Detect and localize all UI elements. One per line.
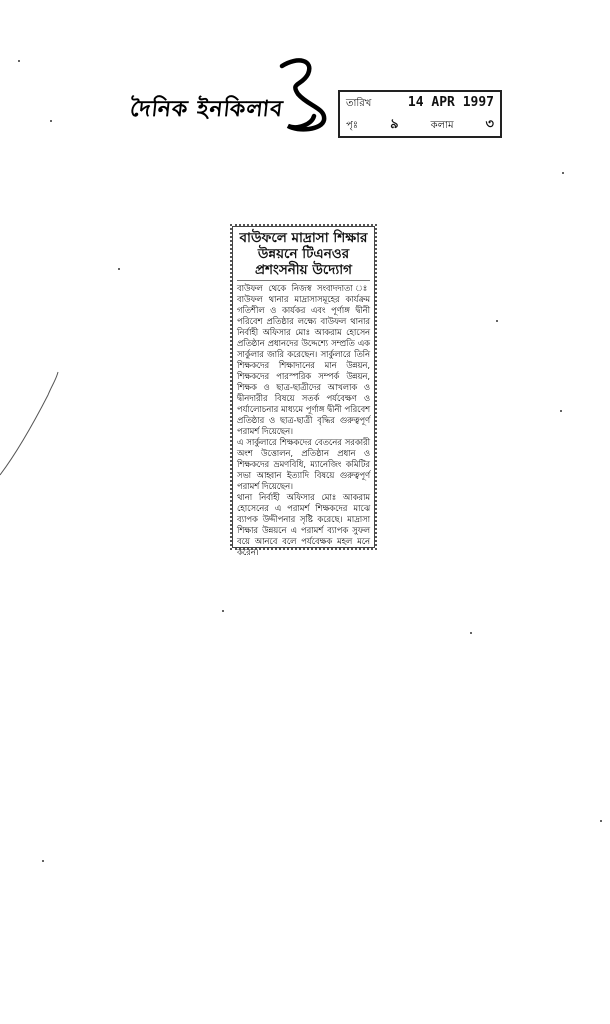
article-headline: বাউফলে মাদ্রাসা শিক্ষার উন্নয়নে টিএনওর প্রশংসনীয় উদ্যোগ: [237, 230, 370, 281]
scan-speck: [470, 632, 472, 634]
stamp-date-label: তারিখ: [346, 98, 372, 109]
article-paragraph: থানা নির্বাহী অফিসার মোঃ আকরাম হোসেনের এ পরামর্শ শিক্ষকদের মাঝে ব্যাপক উদ্দীপনার সৃষ্টি করেছে। মাদ্রাসা শিক্ষার উন্নয়নে এ পরামর্শ ব্যাপক সুফল বয়ে আনবে বলে পর্যবেক্ষক মহল মনে করেন।: [237, 492, 370, 557]
scan-speck: [600, 820, 602, 822]
page-crease-mark: [0, 0, 60, 500]
stamp-date-value: 14 APR 1997: [407, 95, 494, 110]
scan-speck: [496, 320, 498, 322]
newspaper-masthead: দৈনিক ইনকিলাব: [128, 97, 285, 122]
news-clipping: [232, 226, 375, 557]
scan-speck: [562, 172, 564, 174]
article-paragraph: এ সার্কুলারে শিক্ষকদের বেতনের সরকারী অংশ উত্তোলন, প্রতিষ্ঠান প্রধান ও শিক্ষকদের ভ্রমণবিধি, ম্যানেজিং কমিটির সভা আহ্বান ইত্যাদি বিষয়ে গুরুত্বপূর্ণ পরামর্শ দিয়েছেন।: [237, 437, 370, 491]
article-paragraph: বাউফল থেকে নিজস্ব সংবাদদাতা ঃ বাউফল থানার মাদ্রাসাসমূহের কার্যক্রম গতিশীল ও কার্যকর এবং পূর্ণাঙ্গ দ্বীনী পরিবেশ প্রতিষ্ঠার লক্ষ্যে বাউফল থানার নির্বাহী অফিসার মোঃ আকরাম হোসেন প্রতিষ্ঠান প্রধানদের উদ্দেশ্যে সম্প্রতি এক সার্কুলার জারি করেছেন। সার্কুলারে তিনি শিক্ষকদের শিক্ষাদানের মান উন্নয়ন, শিক্ষকদের পারস্পরিক সম্পর্ক উন্নয়ন, শিক্ষক ও ছাত্র-ছাত্রীদের আখলাক ও দ্বীনদারীর বিষয়ে সতর্ক পর্যবেক্ষণ ও পর্যালোচনার মাধ্যমে পূর্ণাঙ্গ দ্বীনী পরিবেশ প্রতিষ্ঠার ও ছাত্র-ছাত্রী বৃদ্ধির গুরুত্বপূর্ণ পরামর্শ দিয়েছেন।: [237, 283, 370, 436]
scan-speck: [118, 268, 120, 270]
handwritten-number-mark: [268, 52, 338, 137]
stamp-date-row: [346, 95, 494, 115]
stamp-page-label: পৃঃ: [346, 120, 359, 131]
stamp-column-label: কলাম: [430, 120, 454, 131]
stamp-page-row: [346, 115, 494, 135]
stamp-page-value: ৯: [390, 117, 399, 132]
scan-speck: [18, 60, 20, 62]
stamp-column-value: ৩: [485, 117, 494, 132]
scan-speck: [560, 410, 562, 412]
scan-speck: [42, 860, 44, 862]
date-stamp: [338, 90, 502, 138]
scan-speck: [50, 120, 52, 122]
scan-speck: [222, 610, 224, 612]
